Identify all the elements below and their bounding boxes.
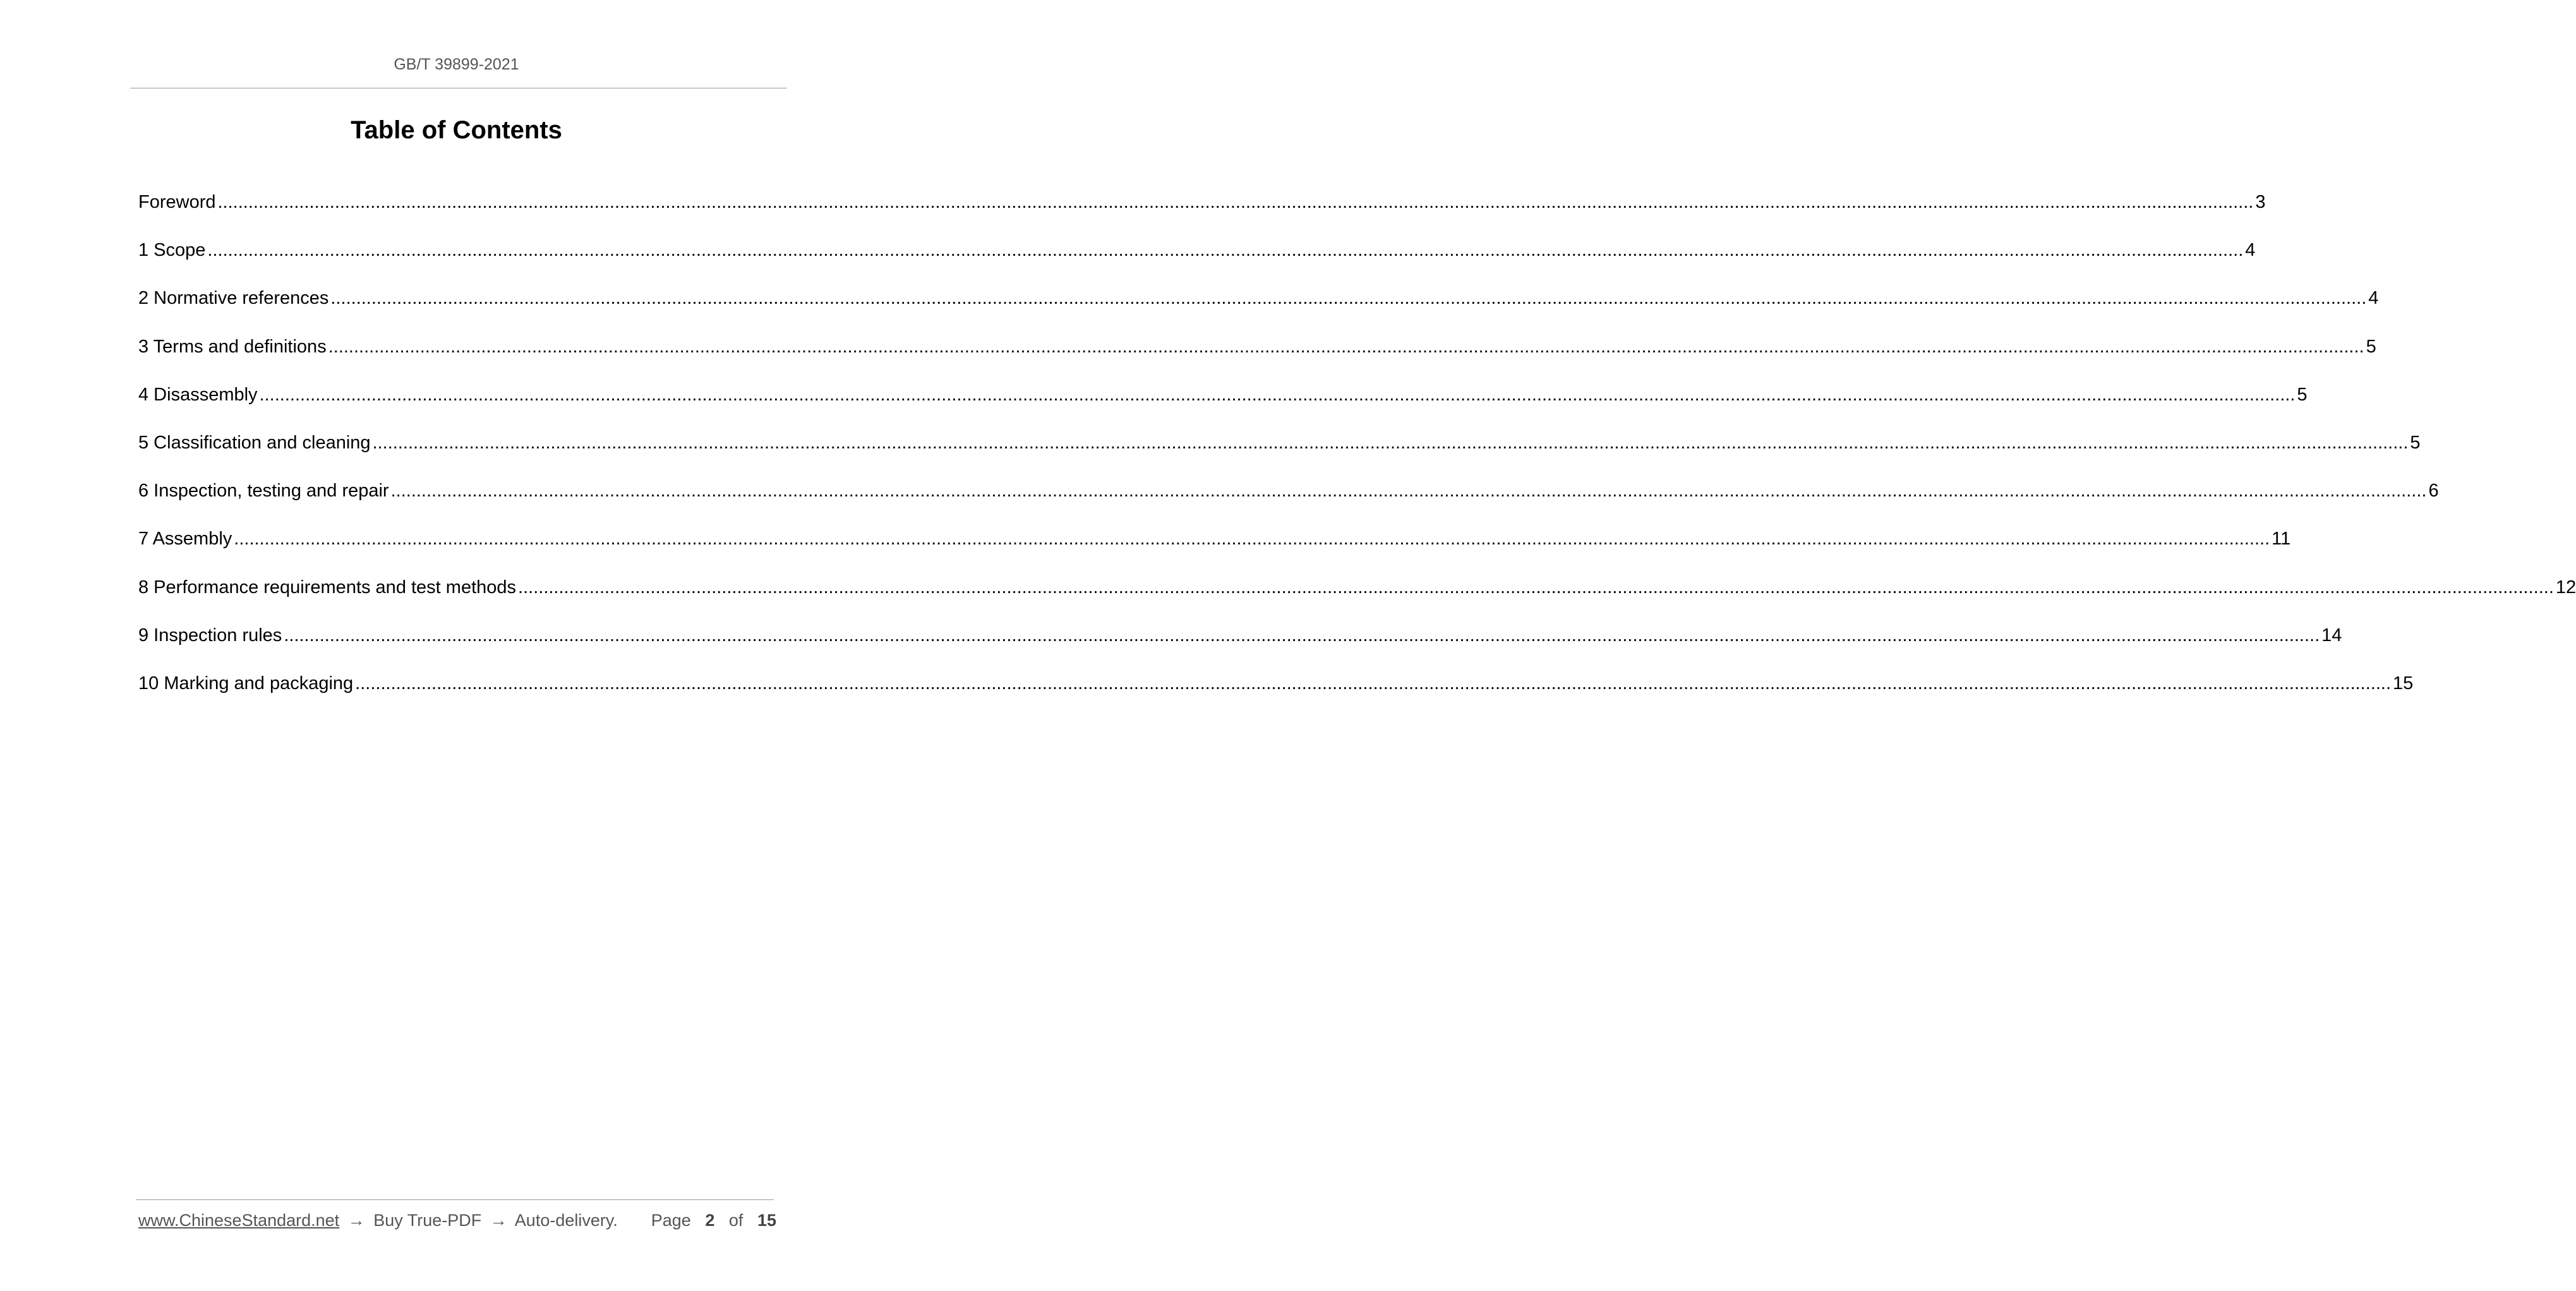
toc-entry-label: 4 Disassembly [138, 384, 258, 405]
toc-entry-page: 3 [2255, 192, 2266, 212]
toc-entry-normative-references[interactable] [138, 285, 2379, 333]
toc-entry-label: 10 Marking and packaging [138, 673, 354, 694]
toc-entry-label: 2 Normative references [138, 288, 329, 309]
toc-entry-page: 4 [2368, 288, 2379, 309]
toc-dot-leader: ................................................................................................................................................................................................................................................................................................................................................................................................................ [330, 288, 2367, 309]
footer-divider [136, 1199, 774, 1200]
page-current: 2 [705, 1211, 715, 1230]
arrow-right-icon: → [347, 1211, 365, 1230]
toc-entry-classification-and-cleaning[interactable] [138, 430, 2421, 478]
toc-entry-label: 5 Classification and cleaning [138, 432, 371, 453]
toc-entry-page: 4 [2245, 240, 2256, 261]
toc-dot-leader: ................................................................................................................................................................................................................................................................................................................................................................................................................ [217, 192, 2254, 212]
toc-entry-terms-and-definitions[interactable] [138, 334, 2376, 382]
toc-entry-label: 8 Performance requirements and test methods [138, 577, 517, 597]
toc-entry-scope[interactable] [138, 237, 2256, 285]
toc-entry-label: 9 Inspection rules [138, 625, 282, 646]
toc-entry-inspection-testing-repair[interactable] [138, 478, 2439, 526]
toc-entry-page: 11 [2272, 529, 2291, 549]
toc-entry-page: 5 [2366, 336, 2376, 357]
delivery-text: Auto-delivery. [514, 1211, 618, 1230]
toc-entry-page: 14 [2321, 625, 2342, 646]
buy-text: Buy True-PDF [373, 1211, 482, 1230]
toc-dot-leader: ................................................................................................................................................................................................................................................................................................................................................................................................................ [234, 529, 2270, 549]
toc-entry-page: 12 [2555, 577, 2576, 597]
toc-entry-disassembly[interactable] [138, 382, 2308, 430]
toc-entry-label: 3 Terms and definitions [138, 336, 327, 357]
toc-entry-label: 7 Assembly [138, 529, 232, 549]
footer-promo [138, 1211, 618, 1230]
toc-entry-foreword[interactable] [138, 189, 2266, 237]
toc-entry-label: 1 Scope [138, 240, 206, 261]
toc-dot-leader: ................................................................................................................................................................................................................................................................................................................................................................................................................ [518, 577, 2554, 597]
page-number [651, 1211, 776, 1230]
toc-dot-leader: ................................................................................................................................................................................................................................................................................................................................................................................................................ [355, 673, 2392, 694]
toc-dot-leader: ................................................................................................................................................................................................................................................................................................................................................................................................................ [284, 625, 2320, 646]
toc-dot-leader: ................................................................................................................................................................................................................................................................................................................................................................................................................ [259, 384, 2296, 405]
toc-entry-inspection-rules[interactable] [138, 623, 2342, 671]
toc-entry-page: 15 [2393, 673, 2414, 694]
toc-entry-page: 5 [2297, 384, 2308, 405]
page-total: 15 [757, 1211, 776, 1230]
toc-entry-marking-and-packaging[interactable] [138, 671, 2414, 719]
toc-entry-page: 6 [2428, 481, 2439, 501]
toc-list [138, 189, 2576, 719]
page-title: Table of Contents [351, 116, 562, 144]
of-word: of [728, 1211, 743, 1230]
running-header: GB/T 39899-2021 [394, 56, 519, 73]
toc-entry-label: Foreword [138, 192, 216, 212]
toc-dot-leader: ................................................................................................................................................................................................................................................................................................................................................................................................................ [207, 240, 2244, 261]
toc-dot-leader: ................................................................................................................................................................................................................................................................................................................................................................................................................ [372, 432, 2409, 453]
page-word: Page [651, 1211, 691, 1230]
toc-entry-label: 6 Inspection, testing and repair [138, 481, 389, 501]
toc-entry-assembly[interactable] [138, 526, 2291, 574]
arrow-right-icon: → [490, 1211, 507, 1230]
toc-dot-leader: ................................................................................................................................................................................................................................................................................................................................................................................................................ [390, 481, 2427, 501]
toc-entry-page: 5 [2410, 432, 2421, 453]
toc-dot-leader: ................................................................................................................................................................................................................................................................................................................................................................................................................ [328, 336, 2364, 357]
toc-entry-performance-requirements[interactable] [138, 575, 2576, 623]
site-link[interactable]: www.ChineseStandard.net [138, 1211, 340, 1230]
